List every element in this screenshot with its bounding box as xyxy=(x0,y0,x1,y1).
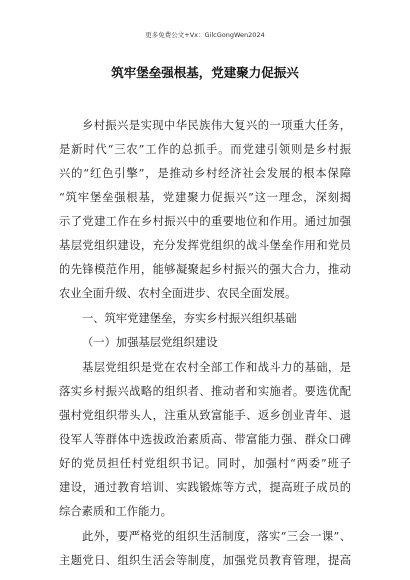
body-line: 农业全面升级、农村全面进步、农民全面发展。 xyxy=(59,287,297,300)
body-line: 综合素质和工作能力。 xyxy=(59,505,172,518)
body-line: “筑牢堡垒强根基，党建聚力促振兴”这一理念，深刻揭 xyxy=(59,191,351,204)
body-line: 乡村振兴是实现中华民族伟大复兴的一项重大任务， xyxy=(82,119,351,132)
body-line: 兴的“红色引擎”，是推动乡村经济社会发展的根本保障 xyxy=(59,167,351,180)
body-line: 主题党日、组织生活会等制度，加强党员教育管理，提高 xyxy=(59,554,351,567)
document-title: 筑牢堡垒强根基，党建聚力促振兴 xyxy=(111,65,299,80)
body-line: 好的党员担任村党组织书记。同时，加强村“两委”班子 xyxy=(59,457,351,470)
body-line: 强村党组织带头人，注重从致富能手、返乡创业青年、退 xyxy=(59,409,351,422)
body-line: 落实乡村振兴战略的组织者、推动者和实施者。要选优配 xyxy=(59,385,351,398)
section-heading: 一、筑牢党建堡垒，夯实乡村振兴组织基础 xyxy=(82,312,297,325)
header-note: 更多免费公文+Vx：GilcGongWen2024 xyxy=(145,31,265,39)
body-line: 的先锋模范作用，能够凝聚起乡村振兴的强大合力，推动 xyxy=(59,263,351,276)
body-line: 基层党组织是党在农村全部工作和战斗力的基础，是 xyxy=(82,361,351,374)
body-line: 役军人等群体中选拔政治素质高、带富能力强、群众口碑 xyxy=(59,433,351,446)
body-line: 建设，通过教育培训、实践锻炼等方式，提高班子成员的 xyxy=(59,481,351,494)
body-line: 此外，要严格党的组织生活制度，落实“三会一课”、 xyxy=(82,530,351,543)
body-line: 示了党建工作在乡村振兴中的重要地位和作用。通过加强 xyxy=(59,215,351,228)
body-line: 基层党组织建设，充分发挥党组织的战斗堡垒作用和党员 xyxy=(59,239,351,252)
subsection-heading: （一）加强基层党组织建设 xyxy=(82,336,218,349)
body-line: 是新时代“三农”工作的总抓手。而党建引领则是乡村振 xyxy=(59,143,351,156)
